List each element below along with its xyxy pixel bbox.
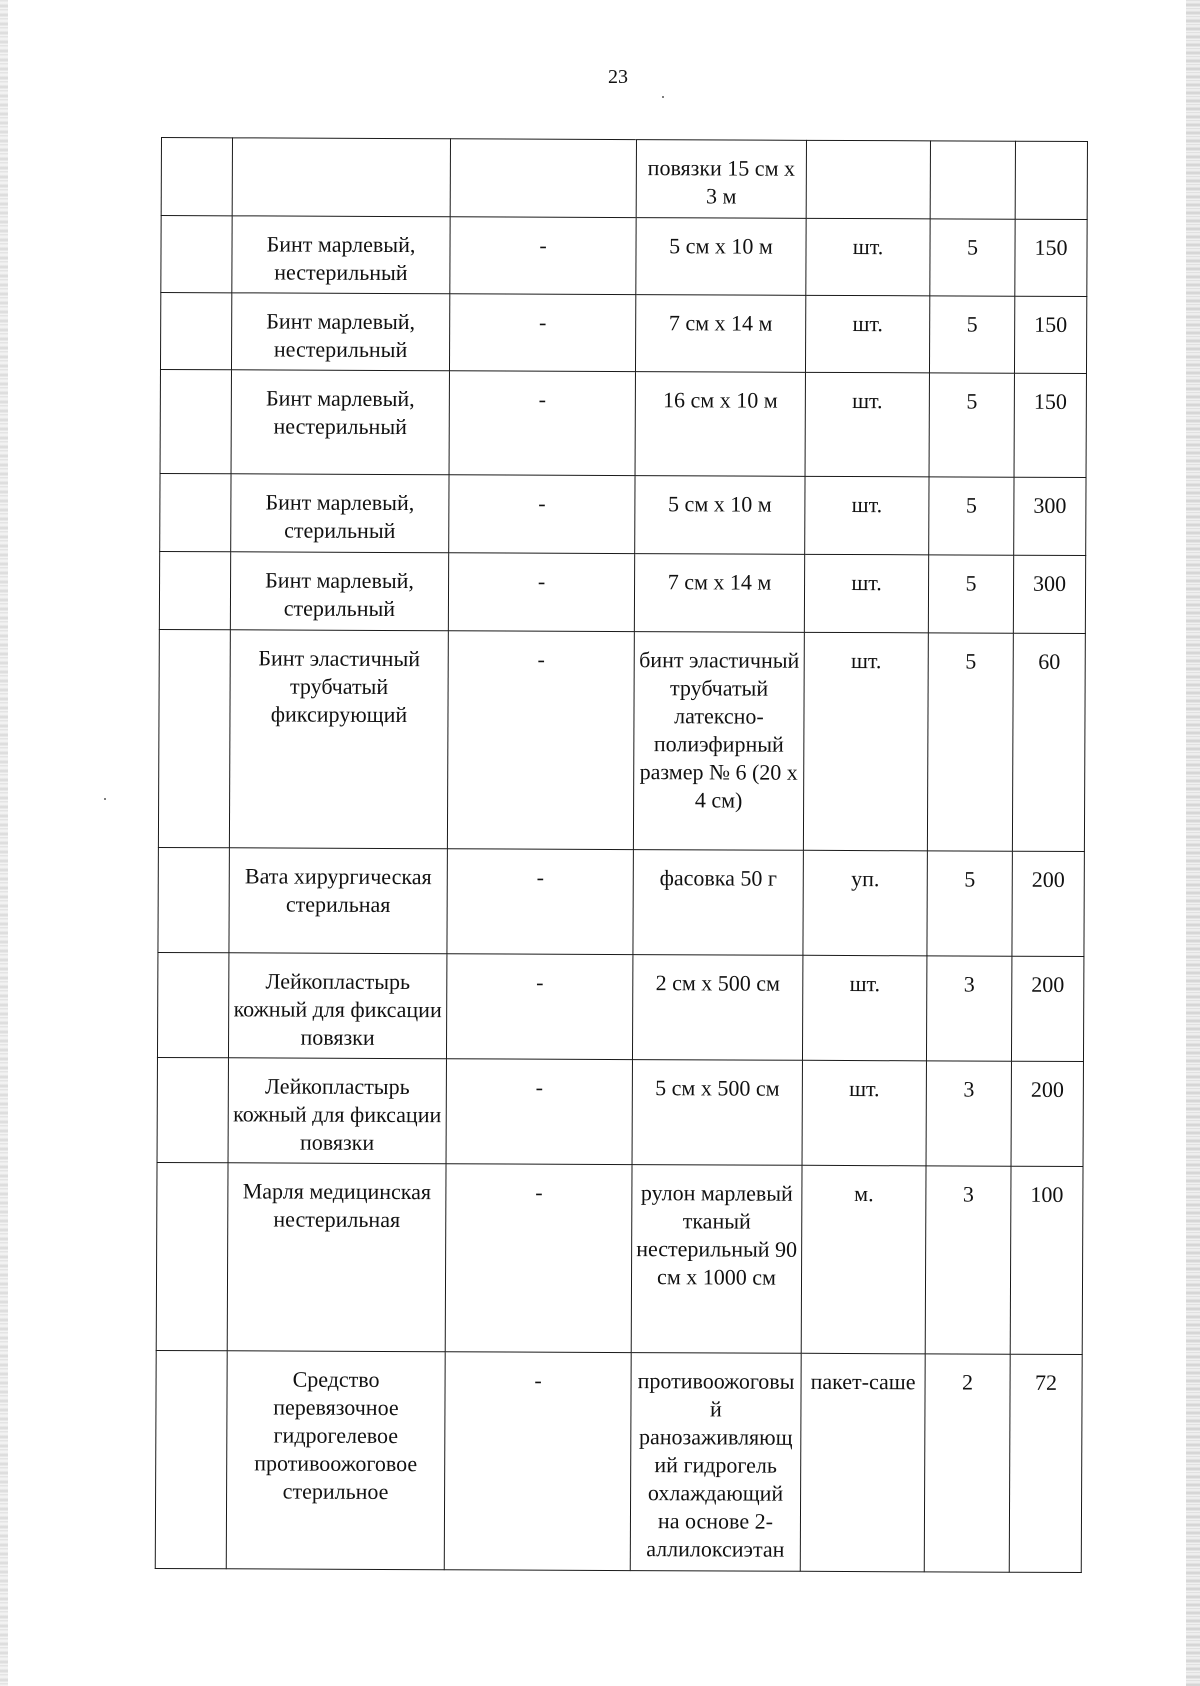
item-name-cell: Бинт марлевый, нестерильный: [231, 370, 449, 475]
table-row: [161, 138, 1087, 220]
row-number-cell: [158, 847, 229, 952]
item-min-qty-cell: 5: [929, 296, 1014, 373]
item-spec-cell: 16 см х 10 м: [635, 372, 805, 477]
item-max-qty-cell: 72: [1009, 1354, 1082, 1572]
item-code-cell: -: [444, 1352, 631, 1571]
item-spec-cell: рулон марлевый тканый нестерильный 90 см х 1000 см: [631, 1165, 802, 1354]
item-name-cell: Бинт марлевый, нестерильный: [232, 216, 450, 294]
table-row: [157, 952, 1083, 1061]
table-row: [158, 629, 1085, 851]
item-max-qty-cell: 200: [1012, 851, 1084, 956]
item-min-qty-cell: 5: [927, 633, 1013, 851]
item-name-cell: Средство перевязочное гидрогелевое противоожоговое стерильное: [226, 1351, 445, 1570]
table-row: [161, 216, 1087, 297]
page-number: 23: [608, 66, 628, 88]
item-spec-cell: фасовка 50 г: [633, 850, 803, 956]
table-row: [156, 1162, 1083, 1354]
row-number-cell: [161, 138, 232, 216]
item-max-qty-cell: [1015, 141, 1087, 219]
item-min-qty-cell: 2: [924, 1354, 1010, 1572]
item-unit-cell: пакет-саше: [800, 1353, 925, 1572]
row-number-cell: [160, 293, 231, 370]
item-name-cell: [232, 138, 450, 217]
item-code-cell: -: [446, 954, 632, 1060]
item-name-cell: Бинт марлевый, нестерильный: [231, 293, 449, 371]
scan-speck: [104, 798, 106, 800]
item-min-qty-cell: 5: [929, 373, 1014, 477]
item-max-qty-cell: 200: [1011, 1061, 1083, 1166]
item-max-qty-cell: 200: [1011, 956, 1083, 1061]
item-min-qty-cell: 5: [929, 477, 1014, 555]
item-code-cell: -: [449, 294, 635, 372]
item-spec-cell: 5 см х 500 см: [632, 1060, 802, 1166]
item-unit-cell: шт.: [804, 554, 928, 633]
table-row: [157, 1057, 1083, 1166]
item-spec-cell: 7 см х 14 м: [635, 295, 805, 373]
item-code-cell: [450, 139, 636, 218]
item-unit-cell: [806, 140, 930, 219]
item-max-qty-cell: 300: [1013, 555, 1085, 633]
item-name-cell: Лейкопластырь кожный для фиксации повязки: [228, 953, 446, 1059]
item-unit-cell: шт.: [805, 476, 929, 555]
item-max-qty-cell: 100: [1010, 1166, 1083, 1354]
scan-edge-left: [0, 0, 8, 1686]
item-min-qty-cell: 5: [927, 851, 1012, 956]
item-min-qty-cell: 3: [925, 1166, 1011, 1354]
row-number-cell: [159, 551, 230, 629]
row-number-cell: [158, 629, 230, 847]
item-min-qty-cell: [930, 141, 1015, 219]
item-min-qty-cell: 3: [926, 956, 1011, 1061]
scan-speck: [662, 96, 664, 98]
item-code-cell: -: [447, 849, 633, 955]
item-unit-cell: шт.: [802, 1060, 926, 1166]
item-name-cell: Бинт марлевый, стерильный: [231, 474, 449, 553]
item-name-cell: Бинт эластичный трубчатый фиксирующий: [229, 630, 448, 849]
item-code-cell: -: [449, 475, 635, 554]
item-name-cell: Бинт марлевый, стерильный: [230, 552, 448, 631]
item-unit-cell: шт.: [803, 632, 928, 851]
item-spec-cell: бинт эластичный трубчатый латексно-полиэфирный размер № 6 (20 х 4 см): [633, 632, 804, 851]
item-min-qty-cell: 3: [926, 1061, 1011, 1166]
item-unit-cell: шт.: [805, 295, 929, 373]
item-spec-cell: противоожоговый ранозаживляющий гидрогель охлаждающий на основе 2-аллилоксиэтан: [630, 1353, 801, 1572]
row-number-cell: [156, 1162, 228, 1350]
item-spec-cell: 5 см х 10 м: [635, 476, 805, 555]
item-unit-cell: шт.: [802, 955, 926, 1061]
row-number-cell: [160, 369, 231, 473]
item-max-qty-cell: 150: [1014, 296, 1086, 373]
item-max-qty-cell: 150: [1014, 373, 1086, 477]
item-code-cell: -: [446, 1059, 632, 1165]
row-number-cell: [155, 1350, 227, 1568]
item-code-cell: -: [447, 631, 634, 850]
item-code-cell: -: [450, 217, 636, 295]
supplies-table: [155, 137, 1088, 1573]
row-number-cell: [157, 1057, 228, 1162]
item-min-qty-cell: 5: [928, 555, 1013, 633]
table-row: [158, 847, 1084, 956]
item-spec-cell: 5 см х 10 м: [636, 218, 806, 296]
scan-edge-right: [1186, 0, 1200, 1686]
item-spec-cell: повязки 15 см х 3 м: [636, 140, 806, 219]
item-spec-cell: 7 см х 14 м: [634, 554, 804, 633]
item-max-qty-cell: 300: [1014, 477, 1086, 555]
table-row: [155, 1350, 1082, 1572]
item-name-cell: Лейкопластырь кожный для фиксации повязки: [228, 1058, 446, 1164]
row-number-cell: [157, 952, 228, 1057]
table-row: [160, 473, 1086, 555]
table-row: [160, 293, 1086, 374]
item-name-cell: Вата хирургическая стерильная: [229, 848, 447, 954]
item-max-qty-cell: 60: [1012, 633, 1085, 851]
table-row: [160, 369, 1086, 477]
item-spec-cell: 2 см х 500 см: [632, 955, 802, 1061]
item-unit-cell: шт.: [805, 372, 929, 477]
item-code-cell: -: [449, 371, 635, 476]
table-row: [159, 551, 1085, 633]
item-min-qty-cell: 5: [930, 219, 1015, 296]
item-unit-cell: шт.: [806, 218, 930, 296]
row-number-cell: [160, 473, 231, 551]
item-name-cell: Марля медицинская нестерильная: [227, 1163, 446, 1352]
item-max-qty-cell: 150: [1015, 219, 1087, 296]
item-code-cell: -: [445, 1164, 632, 1353]
row-number-cell: [161, 216, 232, 293]
item-unit-cell: м.: [801, 1165, 926, 1354]
item-code-cell: -: [448, 553, 634, 632]
item-unit-cell: уп.: [803, 850, 927, 956]
